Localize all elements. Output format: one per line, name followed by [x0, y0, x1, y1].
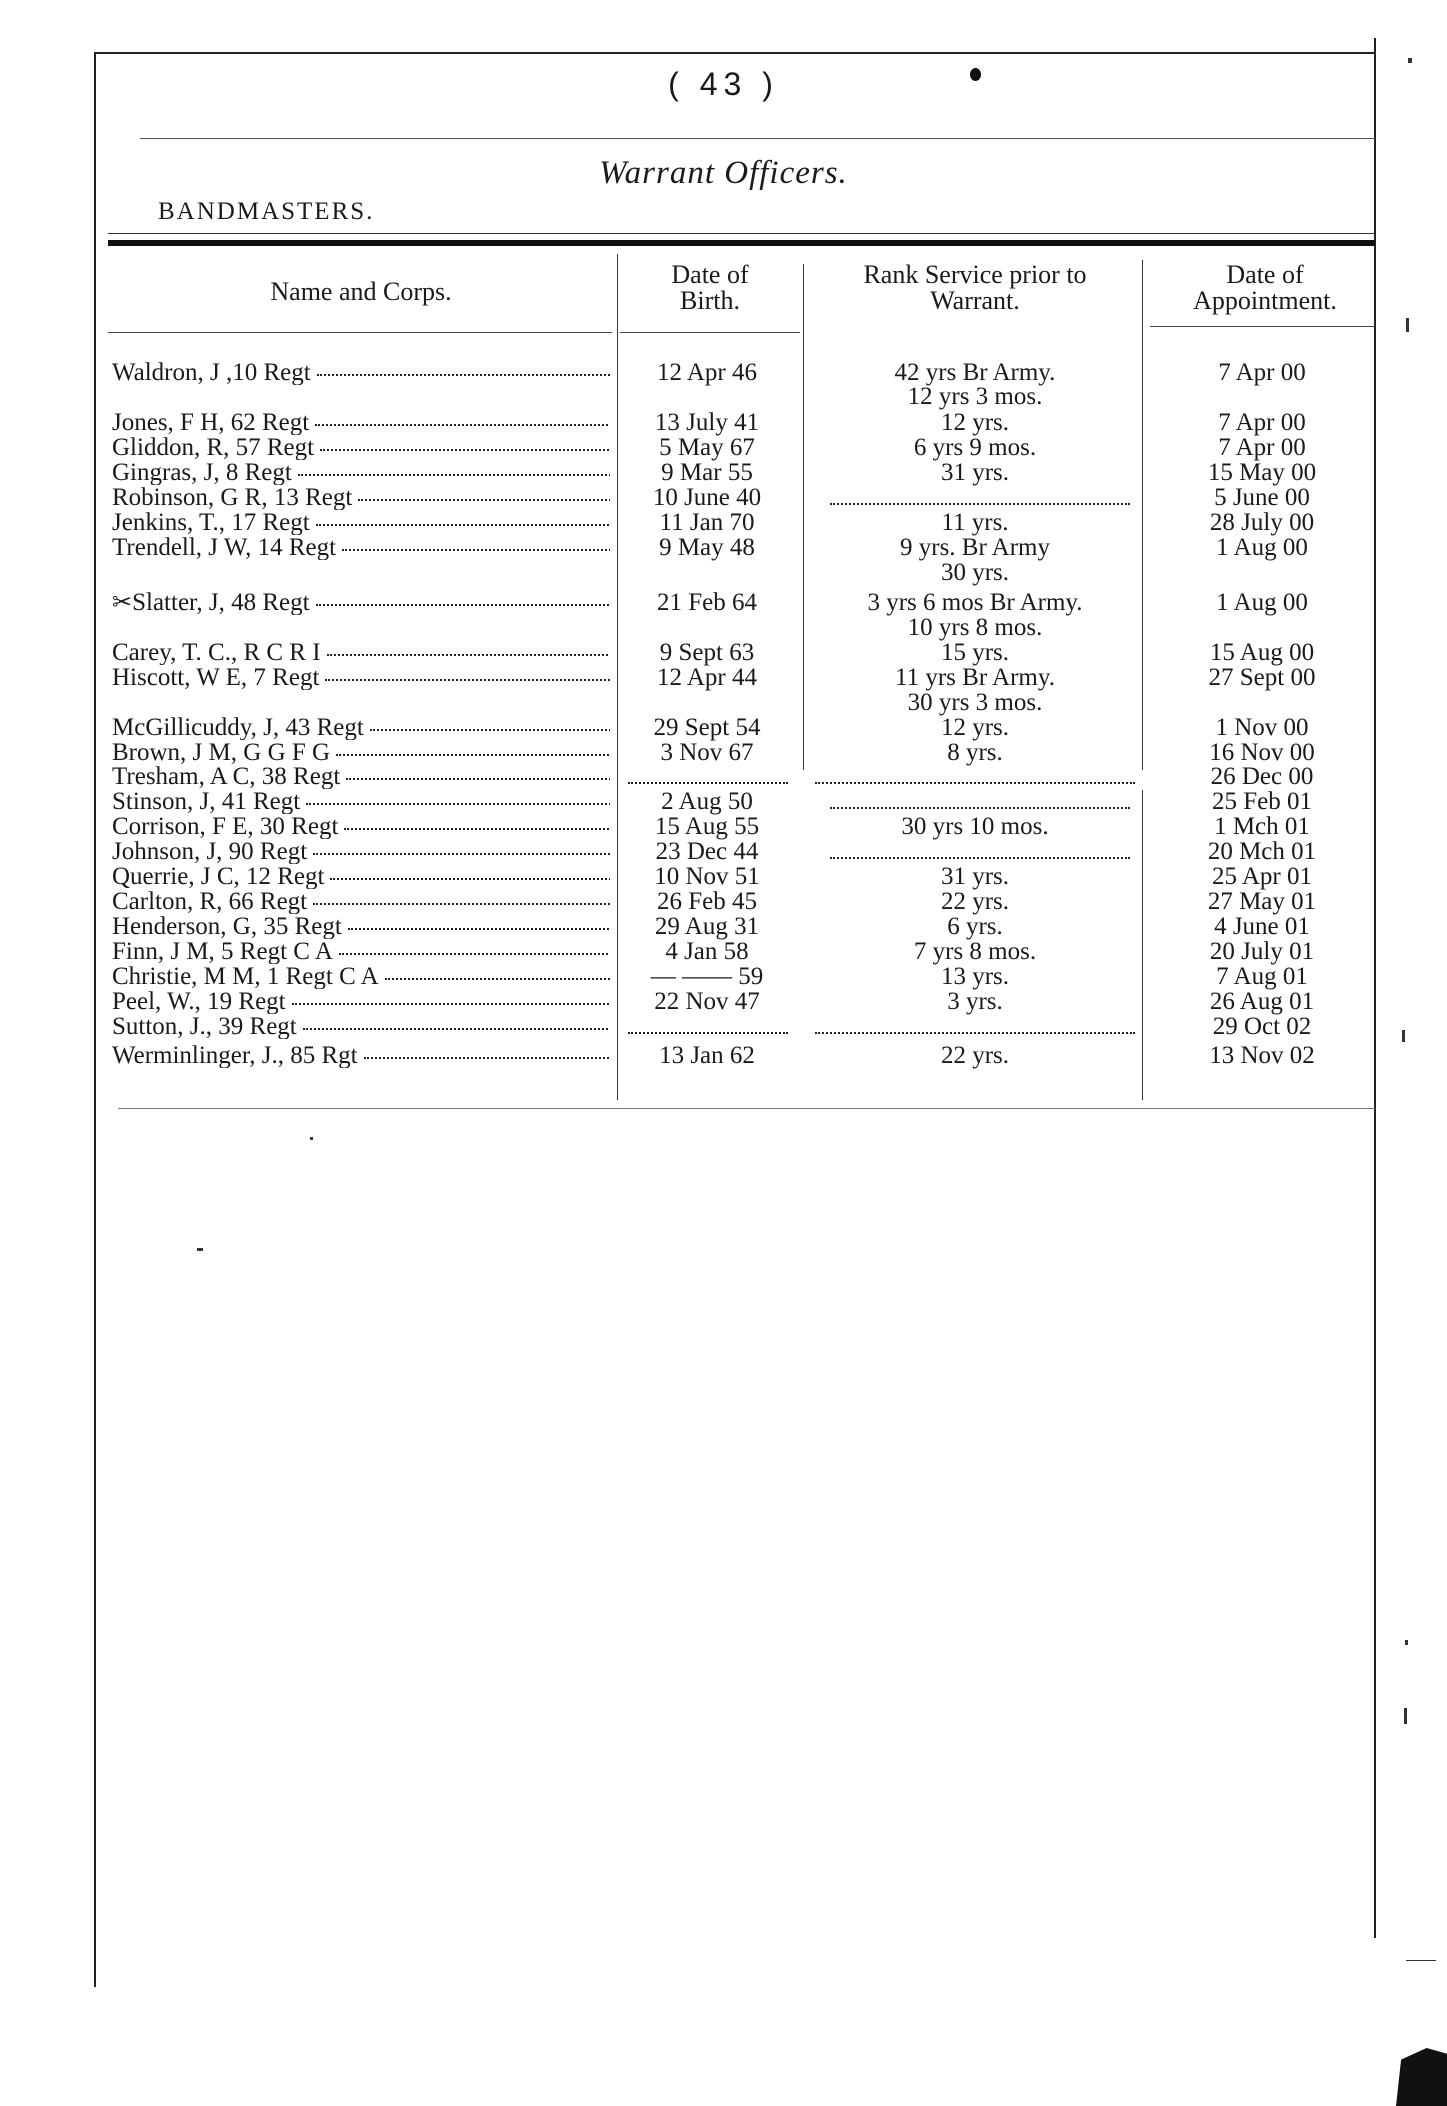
ink-speck	[1406, 1960, 1436, 1961]
name-cell	[112, 435, 610, 460]
rank-cell	[810, 939, 1140, 964]
name-cell	[112, 510, 610, 535]
rank-cell-text: 6 yrs 9 mos.	[913, 434, 1037, 461]
dob-cell	[622, 640, 792, 665]
name-cell	[112, 864, 610, 889]
dob-cell-text: 3 Nov 67	[660, 739, 754, 766]
name-cell-text: Peel, W., 19 Regt	[112, 989, 286, 1014]
name-cell	[112, 1043, 610, 1068]
name-cell-text: McGillicuddy, J, 43 Regt	[112, 715, 364, 740]
rank-cell	[810, 964, 1140, 989]
name-cell	[112, 590, 610, 615]
dob-cell	[622, 485, 792, 510]
leader-dots	[315, 424, 610, 426]
dob-cell-text: 26 Feb 45	[657, 888, 757, 915]
name-cell-text: Tresham, A C, 38 Regt	[112, 764, 341, 789]
name-cell-text: Corrison, F E, 30 Regt	[112, 814, 339, 839]
leader-dots	[336, 754, 610, 756]
name-cell-text: Trendell, J W, 14 Regt	[112, 535, 337, 560]
rank-cell-text: 12 yrs 3 mos.	[907, 383, 1043, 410]
rank-cell	[810, 889, 1140, 914]
dob-cell	[622, 740, 792, 765]
rank-cell	[810, 615, 1140, 640]
name-cell-text: Stinson, J, 41 Regt	[112, 789, 301, 814]
dob-cell	[622, 989, 792, 1014]
appointment-cell-text: 26 Dec 00	[1210, 763, 1314, 790]
rank-cell	[810, 510, 1140, 535]
dob-cell	[622, 410, 792, 435]
rank-cell-text: 8 yrs.	[947, 739, 1003, 766]
name-cell-text: Finn, J M, 5 Regt C A	[112, 939, 333, 964]
rank-cell	[810, 814, 1140, 839]
ink-speck	[310, 1137, 313, 1140]
leader-dots	[313, 903, 610, 905]
leader-dots	[313, 853, 610, 855]
blank-entry-dots	[815, 1032, 1135, 1034]
name-cell-text: Henderson, G, 35 Regt	[112, 914, 342, 939]
rank-cell	[810, 460, 1140, 485]
rank-cell	[810, 864, 1140, 889]
appointment-cell	[1152, 410, 1372, 435]
column-header-dob: Date of Birth.	[671, 260, 749, 315]
name-cell	[112, 410, 610, 435]
ink-speck	[1405, 1640, 1408, 1645]
dob-cell-text: 9 Mar 55	[661, 459, 753, 486]
rank-cell	[810, 640, 1140, 665]
header-bottom-rule	[108, 332, 612, 333]
name-cell-text: Slatter, J, 48 Regt	[132, 590, 310, 615]
appointment-cell	[1152, 360, 1372, 385]
dob-cell	[622, 864, 792, 889]
appointment-cell	[1152, 640, 1372, 665]
appointment-cell	[1152, 814, 1372, 839]
dob-cell-text: 29 Aug 31	[654, 913, 760, 940]
leader-dots	[327, 654, 610, 656]
appointment-cell	[1152, 535, 1372, 560]
dob-cell-text: 13 July 41	[654, 409, 760, 436]
appointment-cell-text: 1 Aug 00	[1216, 589, 1308, 616]
rank-cell	[810, 989, 1140, 1014]
appointment-cell-text: 4 June 01	[1214, 913, 1310, 940]
appointment-cell-text: 5 June 00	[1214, 484, 1310, 511]
name-cell-text: Hiscott, W E, 7 Regt	[112, 665, 320, 690]
leader-dots	[358, 499, 610, 501]
appointment-cell	[1152, 964, 1372, 989]
leader-dots	[306, 803, 610, 805]
name-cell	[112, 764, 610, 789]
name-cell	[112, 964, 610, 989]
column-divider	[1142, 260, 1143, 770]
rank-cell-text: 31 yrs.	[940, 459, 1010, 486]
appointment-cell-text: 1 Nov 00	[1215, 714, 1309, 741]
ink-speck	[1408, 58, 1412, 63]
dob-cell	[622, 914, 792, 939]
appointment-cell	[1152, 510, 1372, 535]
name-cell	[112, 740, 610, 765]
name-cell-text: Jenkins, T., 17 Regt	[112, 510, 310, 535]
header-rule	[140, 138, 1375, 139]
blank-entry-dots	[830, 503, 1130, 505]
dob-cell-text: 29 Sept 54	[653, 714, 761, 741]
name-cell-text: Carlton, R, 66 Regt	[112, 889, 308, 914]
scissors-icon: ✂	[112, 590, 133, 615]
name-cell-text: Gliddon, R, 57 Regt	[112, 435, 315, 460]
name-cell-text: Sutton, J., 39 Regt	[112, 1014, 297, 1039]
dob-cell-text: 11 Jan 70	[659, 509, 755, 536]
dob-cell	[622, 814, 792, 839]
name-cell	[112, 939, 610, 964]
appointment-cell-text: 29 Oct 02	[1212, 1013, 1312, 1040]
appointment-cell-text: 13 Nov 02	[1209, 1042, 1315, 1069]
rank-cell-text: 9 yrs. Br Army	[900, 534, 1050, 561]
page-frame-top	[94, 52, 1376, 54]
rank-cell-text: 11 yrs Br Army.	[895, 664, 1055, 691]
leader-dots	[292, 1003, 610, 1005]
dob-cell	[622, 535, 792, 560]
blank-entry-dots	[830, 807, 1130, 809]
dob-cell-text: 10 June 40	[652, 484, 762, 511]
rank-cell	[810, 384, 1140, 409]
page-frame-left	[94, 52, 96, 1987]
appointment-cell	[1152, 715, 1372, 740]
dob-cell-text: 23 Dec 44	[655, 838, 759, 865]
ink-speck	[1406, 318, 1409, 332]
appointment-cell	[1152, 460, 1372, 485]
dob-cell	[622, 839, 792, 864]
dob-cell	[622, 460, 792, 485]
leader-dots	[316, 524, 610, 526]
dob-cell-text: 12 Apr 44	[657, 664, 757, 691]
leader-dots	[385, 978, 610, 980]
leader-dots	[344, 828, 610, 830]
column-header-name: Name and Corps.	[270, 277, 452, 306]
dob-cell-text: 5 May 67	[659, 434, 755, 461]
appointment-cell	[1152, 764, 1372, 789]
name-cell-text: Werminlinger, J., 85 Rgt	[112, 1043, 358, 1068]
dob-cell-text: 13 Jan 62	[659, 1042, 755, 1069]
dob-cell-text: 4 Jan 58	[665, 938, 749, 965]
appointment-cell	[1152, 989, 1372, 1014]
dob-cell-text: 21 Feb 64	[657, 589, 757, 616]
name-cell	[112, 989, 610, 1014]
column-divider	[617, 254, 618, 1100]
section-title: Warrant Officers.	[599, 155, 848, 191]
leader-dots	[364, 1057, 610, 1059]
rank-cell	[810, 590, 1140, 615]
rank-cell-text: 11 yrs.	[941, 509, 1009, 536]
column-divider	[1142, 790, 1143, 1100]
leader-dots	[339, 953, 610, 955]
rank-cell	[810, 715, 1140, 740]
appointment-cell-text: 1 Aug 00	[1216, 534, 1308, 561]
rank-cell	[810, 1043, 1140, 1068]
leader-dots	[330, 878, 610, 880]
appointment-cell-text: 7 Aug 01	[1216, 963, 1308, 990]
appointment-cell-text: 7 Apr 00	[1218, 409, 1306, 436]
ink-speck	[197, 1248, 203, 1251]
leader-dots	[317, 374, 610, 376]
dob-cell	[622, 715, 792, 740]
ink-dot	[970, 68, 981, 81]
dob-cell	[622, 964, 792, 989]
table-top-rule-thick	[108, 240, 1375, 246]
name-cell-text: Waldron, J ,10 Regt	[112, 360, 311, 385]
rank-cell-text: 7 yrs 8 mos.	[913, 938, 1037, 965]
appointment-cell	[1152, 864, 1372, 889]
dob-cell	[622, 665, 792, 690]
appointment-cell	[1152, 889, 1372, 914]
dob-cell	[622, 590, 792, 615]
ink-speck	[1404, 1708, 1407, 1724]
rank-cell-text: 22 yrs.	[940, 1042, 1010, 1069]
name-cell-text: Querrie, J C, 12 Regt	[112, 864, 325, 889]
dob-cell	[622, 1043, 792, 1068]
name-cell-text: Christie, M M, 1 Regt C A	[112, 964, 379, 989]
column-header-appointment: Date of Appointment.	[1193, 260, 1337, 315]
appointment-cell-text: 25 Apr 01	[1212, 863, 1312, 890]
appointment-cell-text: 27 Sept 00	[1208, 664, 1316, 691]
dob-cell	[622, 789, 792, 814]
rank-cell-text: 31 yrs.	[940, 863, 1010, 890]
name-cell	[112, 889, 610, 914]
dob-cell-text: 22 Nov 47	[654, 988, 760, 1015]
name-cell	[112, 914, 610, 939]
rank-cell-text: 6 yrs.	[947, 913, 1003, 940]
blank-entry-dots	[815, 782, 1135, 784]
rank-cell-text: 3 yrs 6 mos Br Army.	[867, 589, 1083, 616]
name-cell	[112, 814, 610, 839]
rank-cell	[810, 914, 1140, 939]
blank-entry-dots	[628, 782, 788, 784]
appointment-cell	[1152, 740, 1372, 765]
appointment-cell-text: 27 May 01	[1207, 888, 1317, 915]
rank-cell-text: 3 yrs.	[947, 988, 1003, 1015]
name-cell	[112, 640, 610, 665]
table-top-rule-thin	[108, 233, 1375, 234]
rank-cell	[810, 740, 1140, 765]
dob-cell-text: 15 Aug 55	[654, 813, 760, 840]
table-bottom-rule	[118, 1108, 1375, 1109]
appointment-cell	[1152, 914, 1372, 939]
name-cell	[112, 1014, 610, 1039]
rank-cell-text: 42 yrs Br Army.	[894, 359, 1056, 386]
rank-cell-text: 12 yrs.	[940, 714, 1010, 741]
column-header-rank: Rank Service prior to Warrant.	[863, 260, 1087, 315]
rank-cell-text: 12 yrs.	[940, 409, 1010, 436]
name-cell-text: Carey, T. C., R C R I	[112, 640, 321, 665]
appointment-cell-text: 25 Feb 01	[1212, 788, 1312, 815]
column-divider	[803, 264, 804, 770]
rank-cell-text: 22 yrs.	[940, 888, 1010, 915]
leader-dots	[303, 1028, 610, 1030]
rank-cell-text: 15 yrs.	[940, 639, 1010, 666]
blank-entry-dots	[628, 1032, 788, 1034]
appointment-cell-text: 15 Aug 00	[1209, 639, 1315, 666]
rank-cell-text: 10 yrs 8 mos.	[907, 614, 1043, 641]
name-cell	[112, 665, 610, 690]
appointment-cell	[1152, 939, 1372, 964]
appointment-cell-text: 26 Aug 01	[1209, 988, 1315, 1015]
appointment-cell	[1152, 435, 1372, 460]
dob-cell	[622, 360, 792, 385]
leader-dots	[348, 928, 610, 930]
blank-entry-dots	[830, 857, 1130, 859]
dob-cell-text: 10 Nov 51	[654, 863, 760, 890]
name-cell-text: Brown, J M, G G F G	[112, 740, 331, 765]
subsection-title: BANDMASTERS.	[158, 198, 375, 225]
header-bottom-rule	[1150, 326, 1375, 327]
appointment-cell	[1152, 590, 1372, 615]
appointment-cell	[1152, 789, 1372, 814]
rank-cell-text: 30 yrs.	[940, 559, 1010, 586]
rank-cell-text: 30 yrs 10 mos.	[901, 813, 1049, 840]
rank-cell	[810, 360, 1140, 385]
page-number: ( 43 )	[668, 66, 779, 102]
name-cell	[112, 360, 610, 385]
name-cell-text: Jones, F H, 62 Regt	[112, 410, 310, 435]
leader-dots	[342, 549, 610, 551]
rank-cell	[810, 560, 1140, 585]
name-cell	[112, 789, 610, 814]
ink-speck	[1402, 1030, 1405, 1042]
appointment-cell-text: 28 July 00	[1209, 509, 1315, 536]
name-cell-text: Robinson, G R, 13 Regt	[112, 485, 353, 510]
dob-cell	[622, 939, 792, 964]
appointment-cell-text: 20 Mch 01	[1207, 838, 1317, 865]
appointment-cell-text: 15 May 00	[1207, 459, 1317, 486]
appointment-cell	[1152, 485, 1372, 510]
leader-dots	[298, 474, 610, 476]
appointment-cell	[1152, 1014, 1372, 1039]
dob-cell-text: 9 May 48	[659, 534, 755, 561]
appointment-cell	[1152, 665, 1372, 690]
appointment-cell-text: 1 Mch 01	[1214, 813, 1310, 840]
dob-cell	[622, 435, 792, 460]
appointment-cell	[1152, 839, 1372, 864]
appointment-cell-text: 7 Apr 00	[1218, 434, 1306, 461]
leader-dots	[325, 679, 610, 681]
rank-cell	[810, 435, 1140, 460]
page-frame-right	[1374, 38, 1376, 1938]
name-cell	[112, 839, 610, 864]
header-bottom-rule	[620, 332, 800, 333]
dob-cell-text: — —— 59	[650, 963, 764, 990]
leader-dots	[316, 604, 610, 606]
appointment-cell-text: 20 July 01	[1209, 938, 1315, 965]
name-cell-text: Gingras, J, 8 Regt	[112, 460, 292, 485]
rank-cell	[810, 690, 1140, 715]
rank-cell	[810, 665, 1140, 690]
dob-cell-text: 9 Sept 63	[659, 639, 755, 666]
appointment-cell-text: 7 Apr 00	[1218, 359, 1306, 386]
dob-cell-text: 12 Apr 46	[657, 359, 757, 386]
dob-cell	[622, 889, 792, 914]
name-cell	[112, 485, 610, 510]
leader-dots	[320, 449, 610, 451]
dob-cell-text: 2 Aug 50	[661, 788, 753, 815]
name-cell-text: Johnson, J, 90 Regt	[112, 839, 308, 864]
rank-cell	[810, 535, 1140, 560]
rank-cell-text: 13 yrs.	[940, 963, 1010, 990]
name-cell	[112, 535, 610, 560]
appointment-cell-text: 16 Nov 00	[1209, 739, 1315, 766]
name-cell	[112, 460, 610, 485]
rank-cell-text: 30 yrs 3 mos.	[907, 689, 1043, 716]
rank-cell	[810, 410, 1140, 435]
appointment-cell	[1152, 1043, 1372, 1068]
dob-cell	[622, 510, 792, 535]
leader-dots	[370, 729, 610, 731]
name-cell	[112, 715, 610, 740]
leader-dots	[346, 778, 610, 780]
corner-blot	[1396, 2048, 1447, 2106]
